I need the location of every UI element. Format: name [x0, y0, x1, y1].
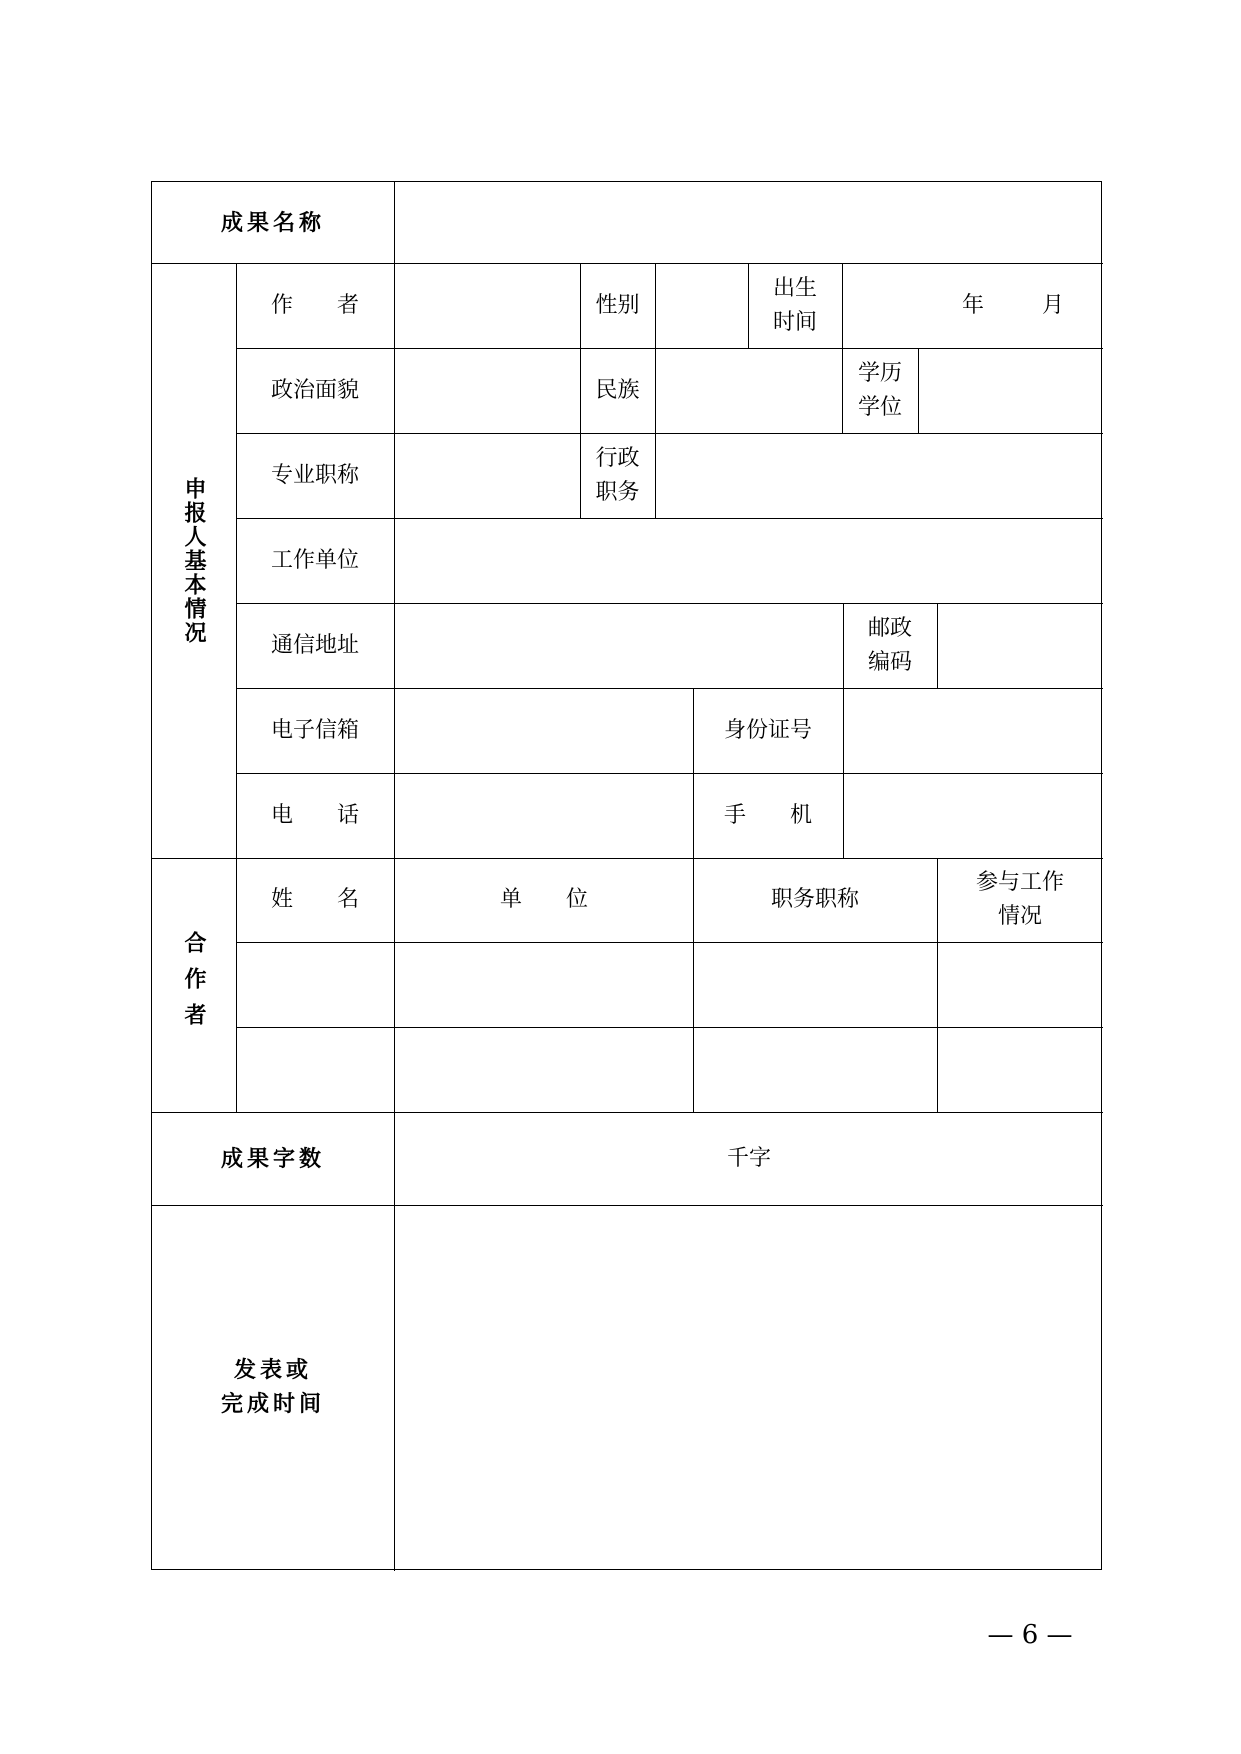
collab-title-header: 职务职称	[770, 887, 859, 912]
ethnicity-label: 民族	[595, 377, 640, 403]
postcode-field[interactable]	[938, 603, 1103, 688]
collaborators-section-text: 合作者	[181, 931, 207, 1039]
application-form-table	[151, 181, 1102, 1570]
birth-date-field[interactable]	[843, 263, 1103, 348]
admin-post-field[interactable]	[656, 433, 1103, 518]
author-label: 作 者	[270, 292, 359, 318]
phone-label: 电 话	[270, 802, 359, 828]
ethnicity-field[interactable]	[656, 348, 842, 433]
professional-title-label: 专业职称	[270, 462, 359, 488]
result-name-field[interactable]	[395, 182, 1103, 263]
applicant-section-label	[152, 263, 236, 858]
publish-time-field[interactable]	[395, 1205, 1103, 1569]
publish-time-label: 发表或 完成时间	[220, 1357, 325, 1417]
birth-month-label: 月	[1042, 292, 1065, 318]
address-label: 通信地址	[270, 632, 359, 658]
email-field[interactable]	[395, 688, 693, 773]
collab-name-header: 姓 名	[270, 887, 359, 912]
collab-name-field[interactable]	[236, 1028, 394, 1112]
collab-title-field[interactable]	[694, 943, 937, 1027]
work-unit-field[interactable]	[395, 518, 1103, 603]
mobile-label: 手 机	[723, 802, 812, 828]
word-count-field[interactable]	[395, 1112, 1103, 1205]
collab-role-field[interactable]	[938, 943, 1103, 1027]
result-name-label: 成果名称	[220, 209, 325, 236]
work-unit-label: 工作单位	[270, 547, 359, 573]
id-number-label: 身份证号	[723, 717, 812, 743]
word-count-label: 成果字数	[220, 1145, 325, 1172]
author-field[interactable]	[395, 263, 580, 348]
gender-field[interactable]	[656, 263, 748, 348]
id-number-field[interactable]	[844, 688, 1103, 773]
birth-label: 出生 时间	[772, 275, 817, 335]
collab-title-field[interactable]	[694, 1028, 937, 1112]
mobile-field[interactable]	[844, 773, 1103, 858]
phone-field[interactable]	[395, 773, 693, 858]
political-status-field[interactable]	[395, 348, 580, 433]
email-label: 电子信箱	[270, 717, 359, 743]
collab-role-field[interactable]	[938, 1028, 1103, 1112]
address-field[interactable]	[395, 603, 843, 688]
admin-post-label: 行政 职务	[595, 445, 640, 505]
education-field[interactable]	[919, 348, 1103, 433]
applicant-section-text: 申报人基本情况	[181, 476, 207, 645]
collab-name-field[interactable]	[236, 943, 394, 1027]
collab-unit-field[interactable]	[395, 943, 693, 1027]
page-number: — 6 —	[987, 1620, 1073, 1650]
collab-unit-header: 单 位	[499, 887, 588, 912]
postcode-label: 邮政 编码	[867, 615, 912, 675]
professional-title-field[interactable]	[395, 433, 580, 518]
collab-unit-field[interactable]	[395, 1028, 693, 1112]
gender-label: 性别	[595, 292, 640, 318]
collab-role-header: 参与工作 情况	[975, 870, 1064, 929]
political-status-label: 政治面貌	[270, 377, 359, 403]
word-count-unit: 千字	[726, 1145, 771, 1171]
birth-year-label: 年	[961, 292, 984, 318]
education-label: 学历 学位	[857, 360, 902, 420]
collaborators-section-label	[152, 858, 236, 1112]
